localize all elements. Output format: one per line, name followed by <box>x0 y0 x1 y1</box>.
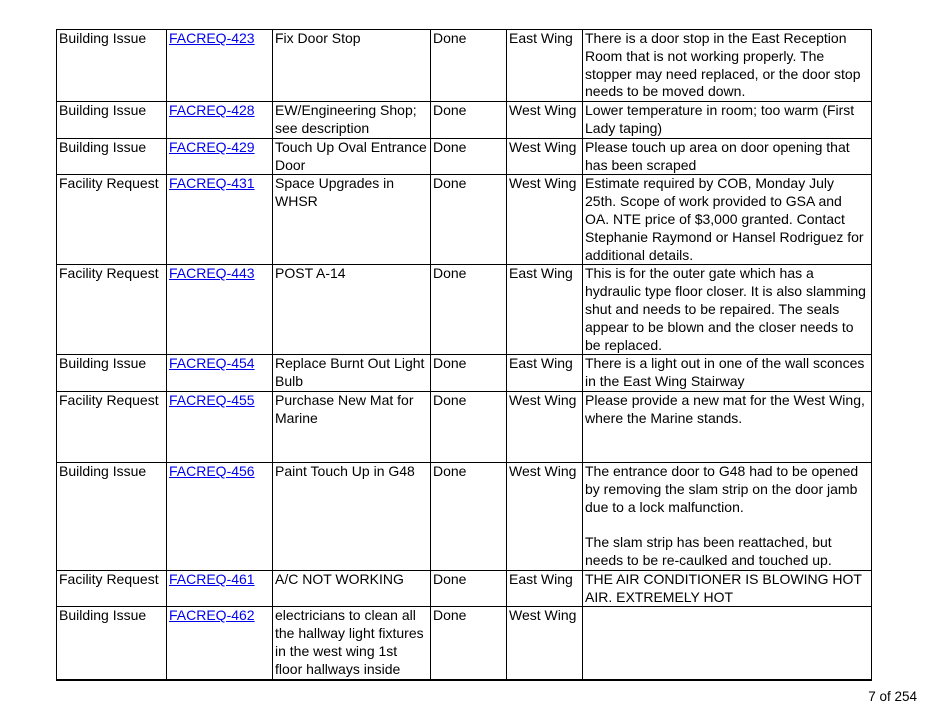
request-status-cell: Done <box>431 138 507 175</box>
request-id-cell <box>167 462 273 570</box>
description-paragraph: This is for the outer gate which has a hydraulic type floor closer. It is also slamming shut and needs to be repaired. The seals appear to be blown and the closer needs to be replaced. <box>585 265 866 353</box>
request-id-cell <box>167 391 273 462</box>
request-status-cell: Done <box>431 607 507 680</box>
request-title-cell: Purchase New Mat for Marine <box>273 391 431 462</box>
request-location-cell: West Wing <box>507 607 583 680</box>
request-status-cell: Done <box>431 391 507 462</box>
request-title-cell: Paint Touch Up in G48 <box>273 462 431 570</box>
request-location-cell: East Wing <box>507 265 583 355</box>
request-description-cell <box>583 607 872 680</box>
request-description-cell <box>583 138 872 175</box>
description-paragraph: The slam strip has been reattached, but needs to be re-caulked and touched up. <box>585 534 832 568</box>
request-title-cell: A/C NOT WORKING <box>273 570 431 607</box>
request-id-link[interactable]: FACREQ-423 <box>169 30 255 46</box>
request-id-cell <box>167 30 273 102</box>
request-status-cell: Done <box>431 355 507 392</box>
request-status-cell: Done <box>431 30 507 102</box>
table-row <box>57 30 872 102</box>
request-title-cell: Replace Burnt Out Light Bulb <box>273 355 431 392</box>
request-type-cell: Building Issue <box>57 355 167 392</box>
table-row <box>57 391 872 462</box>
request-status-cell: Done <box>431 102 507 139</box>
request-title-cell: Space Upgrades in WHSR <box>273 175 431 265</box>
request-type-cell: Building Issue <box>57 102 167 139</box>
request-id-link[interactable]: FACREQ-443 <box>169 265 255 282</box>
request-description-cell <box>583 265 872 355</box>
description-paragraph: There is a light out in one of the wall sconces in the East Wing Stairway <box>585 355 865 390</box>
request-id-link[interactable]: FACREQ-461 <box>169 570 255 587</box>
request-id-cell <box>167 175 273 265</box>
request-id-link[interactable]: FACREQ-428 <box>169 102 255 119</box>
table-row <box>57 175 872 265</box>
request-id-link[interactable]: FACREQ-429 <box>169 138 255 155</box>
request-status-cell: Done <box>431 462 507 570</box>
request-location-cell: West Wing <box>507 175 583 265</box>
description-paragraph: The entrance door to G48 had to be opened by removing the slam strip on the door jamb due to a lock malfunction. <box>585 462 859 515</box>
request-type-cell: Facility Request <box>57 265 167 355</box>
request-location-cell: East Wing <box>507 30 583 102</box>
request-type-cell: Facility Request <box>57 391 167 462</box>
request-status-cell: Done <box>431 570 507 607</box>
request-id-cell <box>167 570 273 607</box>
request-status-cell: Done <box>431 175 507 265</box>
table-row <box>57 138 872 175</box>
table-row <box>57 607 872 680</box>
request-type-cell: Building Issue <box>57 30 167 102</box>
request-location-cell: West Wing <box>507 462 583 570</box>
request-type-cell: Facility Request <box>57 570 167 607</box>
request-type-cell: Facility Request <box>57 175 167 265</box>
request-description-cell <box>583 30 872 102</box>
request-location-cell: East Wing <box>507 570 583 607</box>
request-title-cell: Fix Door Stop <box>273 30 431 102</box>
request-id-cell <box>167 138 273 175</box>
paragraph-gap <box>585 516 869 534</box>
request-status-cell: Done <box>431 265 507 355</box>
description-paragraph: Lower temperature in room; too warm (First Lady taping) <box>585 102 855 136</box>
request-id-link[interactable]: FACREQ-431 <box>169 175 255 192</box>
facility-requests-table <box>56 29 872 681</box>
request-description-cell <box>583 355 872 392</box>
table-row <box>57 265 872 355</box>
request-id-link[interactable]: FACREQ-462 <box>169 607 255 624</box>
request-type-cell: Building Issue <box>57 462 167 570</box>
description-paragraph: There is a door stop in the East Reception Room that is not working properly. The stopper may need replaced, or the door stop needs to be moved down. <box>585 30 861 100</box>
request-description-cell <box>583 175 872 265</box>
request-id-link[interactable]: FACREQ-454 <box>169 355 255 372</box>
request-id-link[interactable]: FACREQ-455 <box>169 391 255 408</box>
request-description-cell <box>583 462 872 570</box>
table-body <box>57 30 872 680</box>
table-row <box>57 570 872 607</box>
description-paragraph: Please touch up area on door opening that has been scraped <box>585 138 850 173</box>
request-title-cell: POST A-14 <box>273 265 431 355</box>
request-id-cell <box>167 355 273 392</box>
request-title-cell: EW/Engineering Shop; see description <box>273 102 431 139</box>
request-description-cell <box>583 391 872 462</box>
page-number: 7 of 254 <box>868 689 917 704</box>
table-row <box>57 102 872 139</box>
request-id-cell <box>167 102 273 139</box>
request-location-cell: West Wing <box>507 138 583 175</box>
request-id-cell <box>167 607 273 680</box>
request-title-cell: Touch Up Oval Entrance Door <box>273 138 431 175</box>
request-description-cell <box>583 570 872 607</box>
description-paragraph: Estimate required by COB, Monday July 25th. Scope of work provided to GSA and OA. NTE price of $3,000 granted. Contact Stephanie Raymond or Hansel Rodriguez for additional details. <box>585 175 864 263</box>
table-row <box>57 355 872 392</box>
request-description-cell <box>583 102 872 139</box>
request-location-cell: West Wing <box>507 102 583 139</box>
request-title-cell: electricians to clean all the hallway light fixtures in the west wing 1st floor hallways inside <box>273 607 431 680</box>
request-id-cell <box>167 265 273 355</box>
request-location-cell: West Wing <box>507 391 583 462</box>
description-paragraph: Please provide a new mat for the West Wing, where the Marine stands. <box>585 391 865 426</box>
table-row <box>57 462 872 570</box>
request-type-cell: Building Issue <box>57 607 167 680</box>
request-type-cell: Building Issue <box>57 138 167 175</box>
description-paragraph: THE AIR CONDITIONER IS BLOWING HOT AIR. EXTREMELY HOT <box>585 570 862 605</box>
request-id-link[interactable]: FACREQ-456 <box>169 462 255 479</box>
request-location-cell: East Wing <box>507 355 583 392</box>
